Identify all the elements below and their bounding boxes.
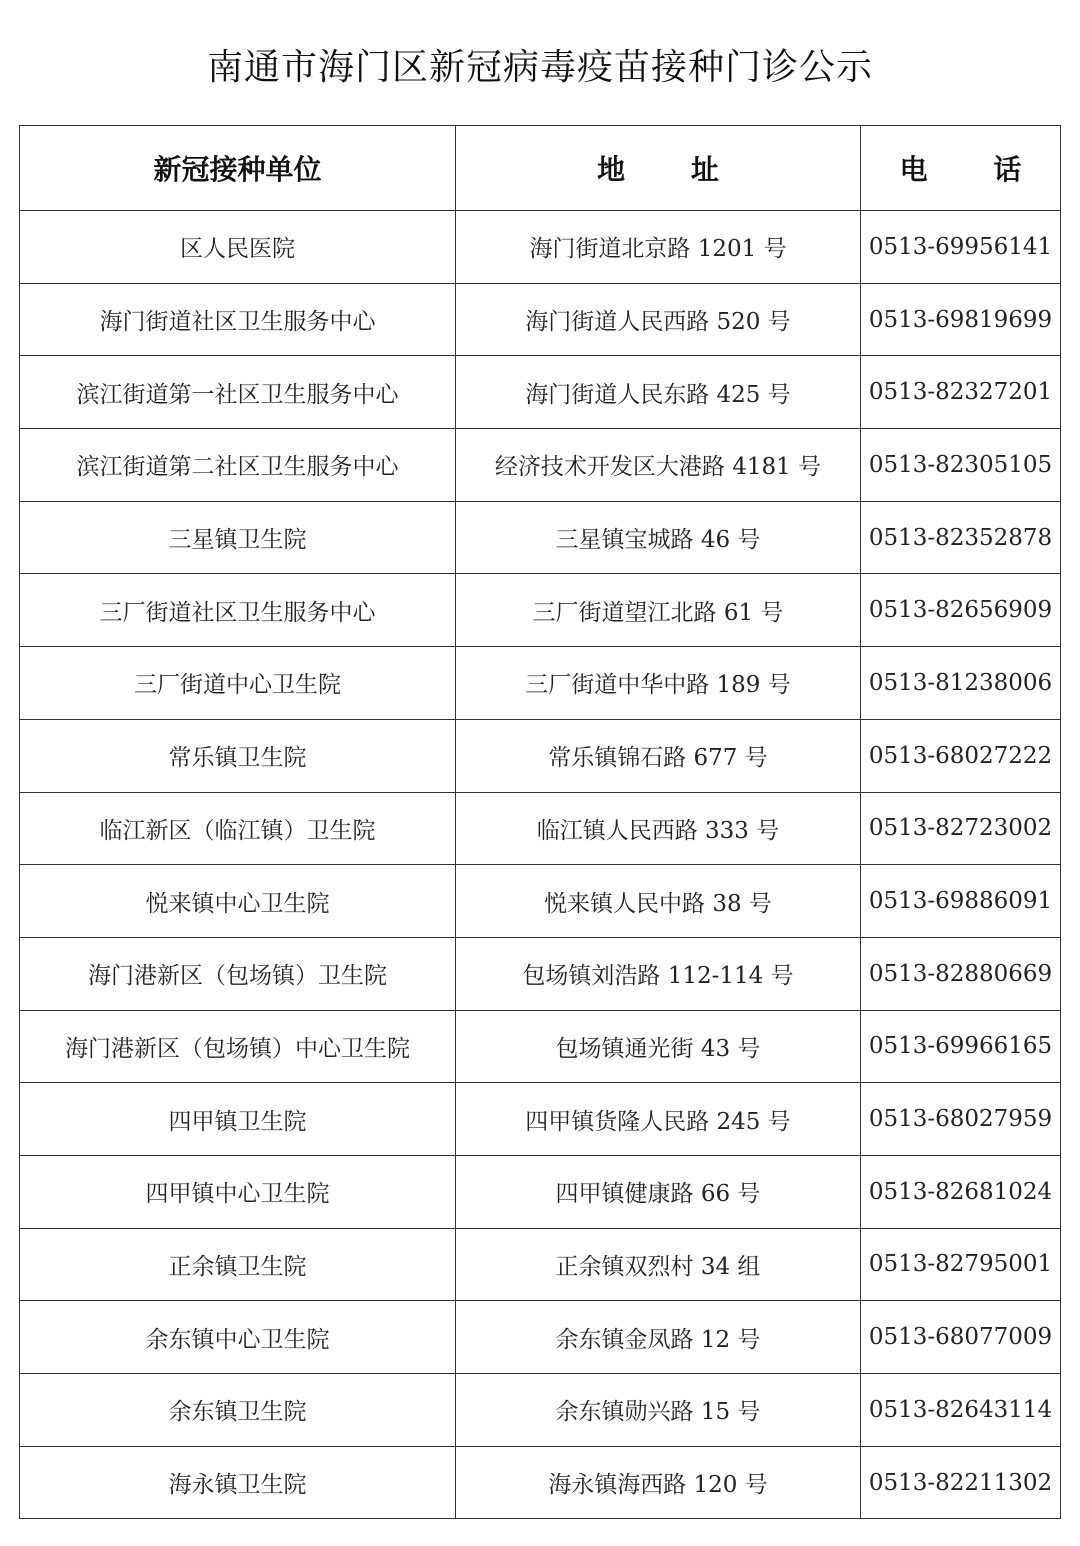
unit-name-cell: 区人民医院 (20, 211, 456, 284)
table-row (20, 356, 1061, 429)
unit-name-cell: 常乐镇卫生院 (20, 719, 456, 792)
header-unit: 新冠接种单位 (20, 126, 456, 211)
phone-cell: 0513-82643114 (861, 1374, 1061, 1447)
table-row (20, 1228, 1061, 1301)
phone-cell: 0513-68077009 (861, 1301, 1061, 1374)
unit-name-cell: 四甲镇卫生院 (20, 1083, 456, 1156)
phone-cell: 0513-82795001 (861, 1228, 1061, 1301)
table-body (20, 211, 1061, 1519)
phone-cell: 0513-69819699 (861, 283, 1061, 356)
unit-name-cell: 四甲镇中心卫生院 (20, 1155, 456, 1228)
address-cell: 海门街道北京路 1201 号 (456, 211, 861, 284)
phone-cell: 0513-82327201 (861, 356, 1061, 429)
phone-cell: 0513-81238006 (861, 647, 1061, 720)
unit-name-cell: 余东镇中心卫生院 (20, 1301, 456, 1374)
unit-name-cell: 滨江街道第二社区卫生服务中心 (20, 429, 456, 502)
address-cell: 悦来镇人民中路 38 号 (456, 865, 861, 938)
table-row (20, 1374, 1061, 1447)
table-row (20, 501, 1061, 574)
phone-cell: 0513-82305105 (861, 429, 1061, 502)
table-row (20, 647, 1061, 720)
table-row (20, 1010, 1061, 1083)
address-cell: 海门街道人民东路 425 号 (456, 356, 861, 429)
unit-name-cell: 海门港新区（包场镇）中心卫生院 (20, 1010, 456, 1083)
phone-cell: 0513-69956141 (861, 211, 1061, 284)
phone-cell: 0513-82681024 (861, 1155, 1061, 1228)
unit-name-cell: 悦来镇中心卫生院 (20, 865, 456, 938)
table-row (20, 1083, 1061, 1156)
phone-cell: 0513-69966165 (861, 1010, 1061, 1083)
table-row (20, 792, 1061, 865)
page-title: 南通市海门区新冠病毒疫苗接种门诊公示 (206, 47, 873, 88)
phone-cell: 0513-82723002 (861, 792, 1061, 865)
address-cell: 包场镇通光街 43 号 (456, 1010, 861, 1083)
table-row (20, 719, 1061, 792)
address-cell: 四甲镇健康路 66 号 (456, 1155, 861, 1228)
address-cell: 包场镇刘浩路 112-114 号 (456, 937, 861, 1010)
address-cell: 海门街道人民西路 520 号 (456, 283, 861, 356)
address-cell: 常乐镇锦石路 677 号 (456, 719, 861, 792)
phone-cell: 0513-82352878 (861, 501, 1061, 574)
phone-cell: 0513-68027222 (861, 719, 1061, 792)
address-cell: 临江镇人民西路 333 号 (456, 792, 861, 865)
table-row (20, 211, 1061, 284)
unit-name-cell: 海永镇卫生院 (20, 1446, 456, 1519)
header-address: 地 址 (456, 126, 861, 211)
address-cell: 三星镇宝城路 46 号 (456, 501, 861, 574)
table-row (20, 574, 1061, 647)
unit-name-cell: 三厂街道社区卫生服务中心 (20, 574, 456, 647)
phone-cell: 0513-82880669 (861, 937, 1061, 1010)
unit-name-cell: 余东镇卫生院 (20, 1374, 456, 1447)
unit-name-cell: 临江新区（临江镇）卫生院 (20, 792, 456, 865)
address-cell: 四甲镇货隆人民路 245 号 (456, 1083, 861, 1156)
table-row (20, 283, 1061, 356)
table-row (20, 429, 1061, 502)
unit-name-cell: 海门港新区（包场镇）卫生院 (20, 937, 456, 1010)
table-row (20, 1155, 1061, 1228)
address-cell: 经济技术开发区大港路 4181 号 (456, 429, 861, 502)
unit-name-cell: 三厂街道中心卫生院 (20, 647, 456, 720)
unit-name-cell: 三星镇卫生院 (20, 501, 456, 574)
phone-cell: 0513-69886091 (861, 865, 1061, 938)
table-row (20, 1446, 1061, 1519)
table-row (20, 1301, 1061, 1374)
unit-name-cell: 正余镇卫生院 (20, 1228, 456, 1301)
header-phone: 电 话 (861, 126, 1061, 211)
address-cell: 余东镇金凤路 12 号 (456, 1301, 861, 1374)
address-cell: 余东镇勋兴路 15 号 (456, 1374, 861, 1447)
address-cell: 三厂街道中华中路 189 号 (456, 647, 861, 720)
address-cell: 三厂街道望江北路 61 号 (456, 574, 861, 647)
table-row (20, 865, 1061, 938)
unit-name-cell: 滨江街道第一社区卫生服务中心 (20, 356, 456, 429)
phone-cell: 0513-68027959 (861, 1083, 1061, 1156)
address-cell: 正余镇双烈村 34 组 (456, 1228, 861, 1301)
address-cell: 海永镇海西路 120 号 (456, 1446, 861, 1519)
phone-cell: 0513-82211302 (861, 1446, 1061, 1519)
table-row (20, 937, 1061, 1010)
unit-name-cell: 海门街道社区卫生服务中心 (20, 283, 456, 356)
table-header-row (20, 126, 1061, 211)
phone-cell: 0513-82656909 (861, 574, 1061, 647)
vaccination-clinic-table (19, 125, 1061, 1519)
